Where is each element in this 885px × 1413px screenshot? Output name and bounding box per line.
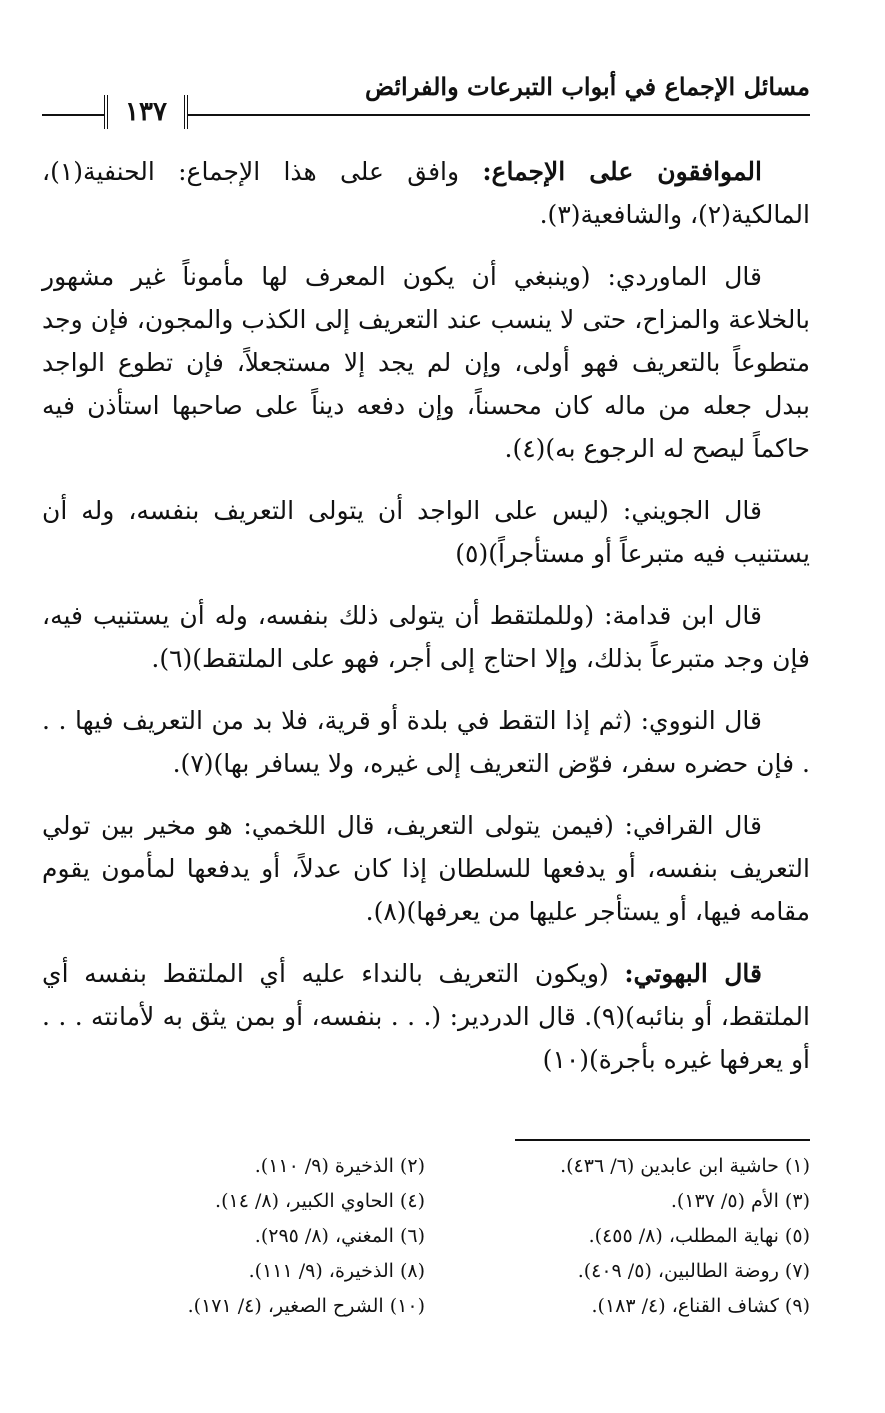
paragraph-text: قال ابن قدامة: (وللملتقط أن يتولى ذلك بنفسه، وله أن يستنيب فيه، فإن وجد متبرعاً بذلك، وإلا احتاج إلى أجر، فهو على الملتقط)(٦).: [42, 601, 810, 673]
page-header: [42, 66, 810, 126]
running-title: مسائل الإجماع في أبواب التبرعات والفرائض: [364, 72, 810, 101]
footnotes: [40, 1155, 810, 1330]
page-number: ١٣٧: [104, 95, 188, 129]
paragraph-juwayni: [42, 489, 810, 575]
paragraph-text: وافق على هذا الإجماع: الحنفية(١)، المالكية(٢)، والشافعية(٣).: [42, 157, 810, 229]
paragraph-text: قال الجويني: (ليس على الواجد أن يتولى التعريف بنفسه، وله أن يستنيب فيه متبرعاً أو مستأجراً)(٥): [42, 496, 810, 568]
footnote: (١) حاشية ابن عابدين (٦/ ٤٣٦).: [560, 1155, 810, 1177]
footnote: (٣) الأم (٥/ ١٣٧).: [670, 1190, 810, 1212]
paragraph-lead: قال البهوتي:: [624, 959, 762, 988]
footnote: (٨) الذخيرة، (٩/ ١١١).: [248, 1260, 425, 1282]
paragraph-text: قال القرافي: (فيمن يتولى التعريف، قال اللخمي: هو مخير بين تولي التعريف بنفسه، أو يدفعها للسلطان إذا كان عدلاً، أو يدفعها لمأمون يقوم مقامه فيها، أو يستأجر عليها من يعرفها)(٨).: [42, 811, 810, 926]
footnote: (١٠) الشرح الصغير، (٤/ ١٧١).: [187, 1295, 425, 1317]
paragraph-consensus: [42, 150, 810, 236]
paragraph-ibn-qudama: [42, 594, 810, 680]
paragraph-text: قال الماوردي: (وينبغي أن يكون المعرف لها مأموناً غير مشهور بالخلاعة والمزاح، حتى لا ينسب عند التعريف إلى الكذب والمجون، فإن وجد متطوعاً بالتعريف فهو أولى، وإن لم يجد إلا مستجعلاً، فإن تطوع الواجد ببدل جعله من ماله كان محسناً، وإن دفعه ديناً على صاحبها استأذن فيه حاكماً ليصح له الرجوع به)(٤).: [42, 262, 810, 463]
footnote: (٦) المغني، (٨/ ٢٩٥).: [254, 1225, 425, 1247]
paragraph-nawawi: [42, 699, 810, 785]
paragraph-qarafi: [42, 804, 810, 933]
paragraph-buhuti: [42, 952, 810, 1081]
paragraph-lead: الموافقون على الإجماع:: [482, 157, 762, 186]
footnote: (٥) نهاية المطلب، (٨/ ٤٥٥).: [588, 1225, 810, 1247]
footnote: (٧) روضة الطالبين، (٥/ ٤٠٩).: [577, 1260, 810, 1282]
footnote: (٢) الذخيرة (٩/ ١١٠).: [254, 1155, 425, 1177]
paragraph-text: (ويكون التعريف بالنداء عليه أي الملتقط بنفسه أي الملتقط، أو بنائبه)(٩). قال الدردير: (. . . بنفسه، أو بمن يثق به لأمانته . . . أو يعرفها غيره بأجرة)(١٠): [42, 959, 810, 1074]
footnote: (٤) الحاوي الكبير، (٨/ ١٤).: [215, 1190, 425, 1212]
paragraph-mawardi: [42, 255, 810, 470]
paragraph-text: قال النووي: (ثم إذا التقط في بلدة أو قرية، فلا بد من التعريف فيها . . . فإن حضره سفر، فوّض التعريف إلى غيره، ولا يسافر بها)(٧).: [42, 706, 810, 778]
footnote: (٩) كشاف القناع، (٤/ ١٨٣).: [591, 1295, 810, 1317]
footnote-separator: [515, 1139, 810, 1141]
body-text: [42, 150, 810, 1100]
